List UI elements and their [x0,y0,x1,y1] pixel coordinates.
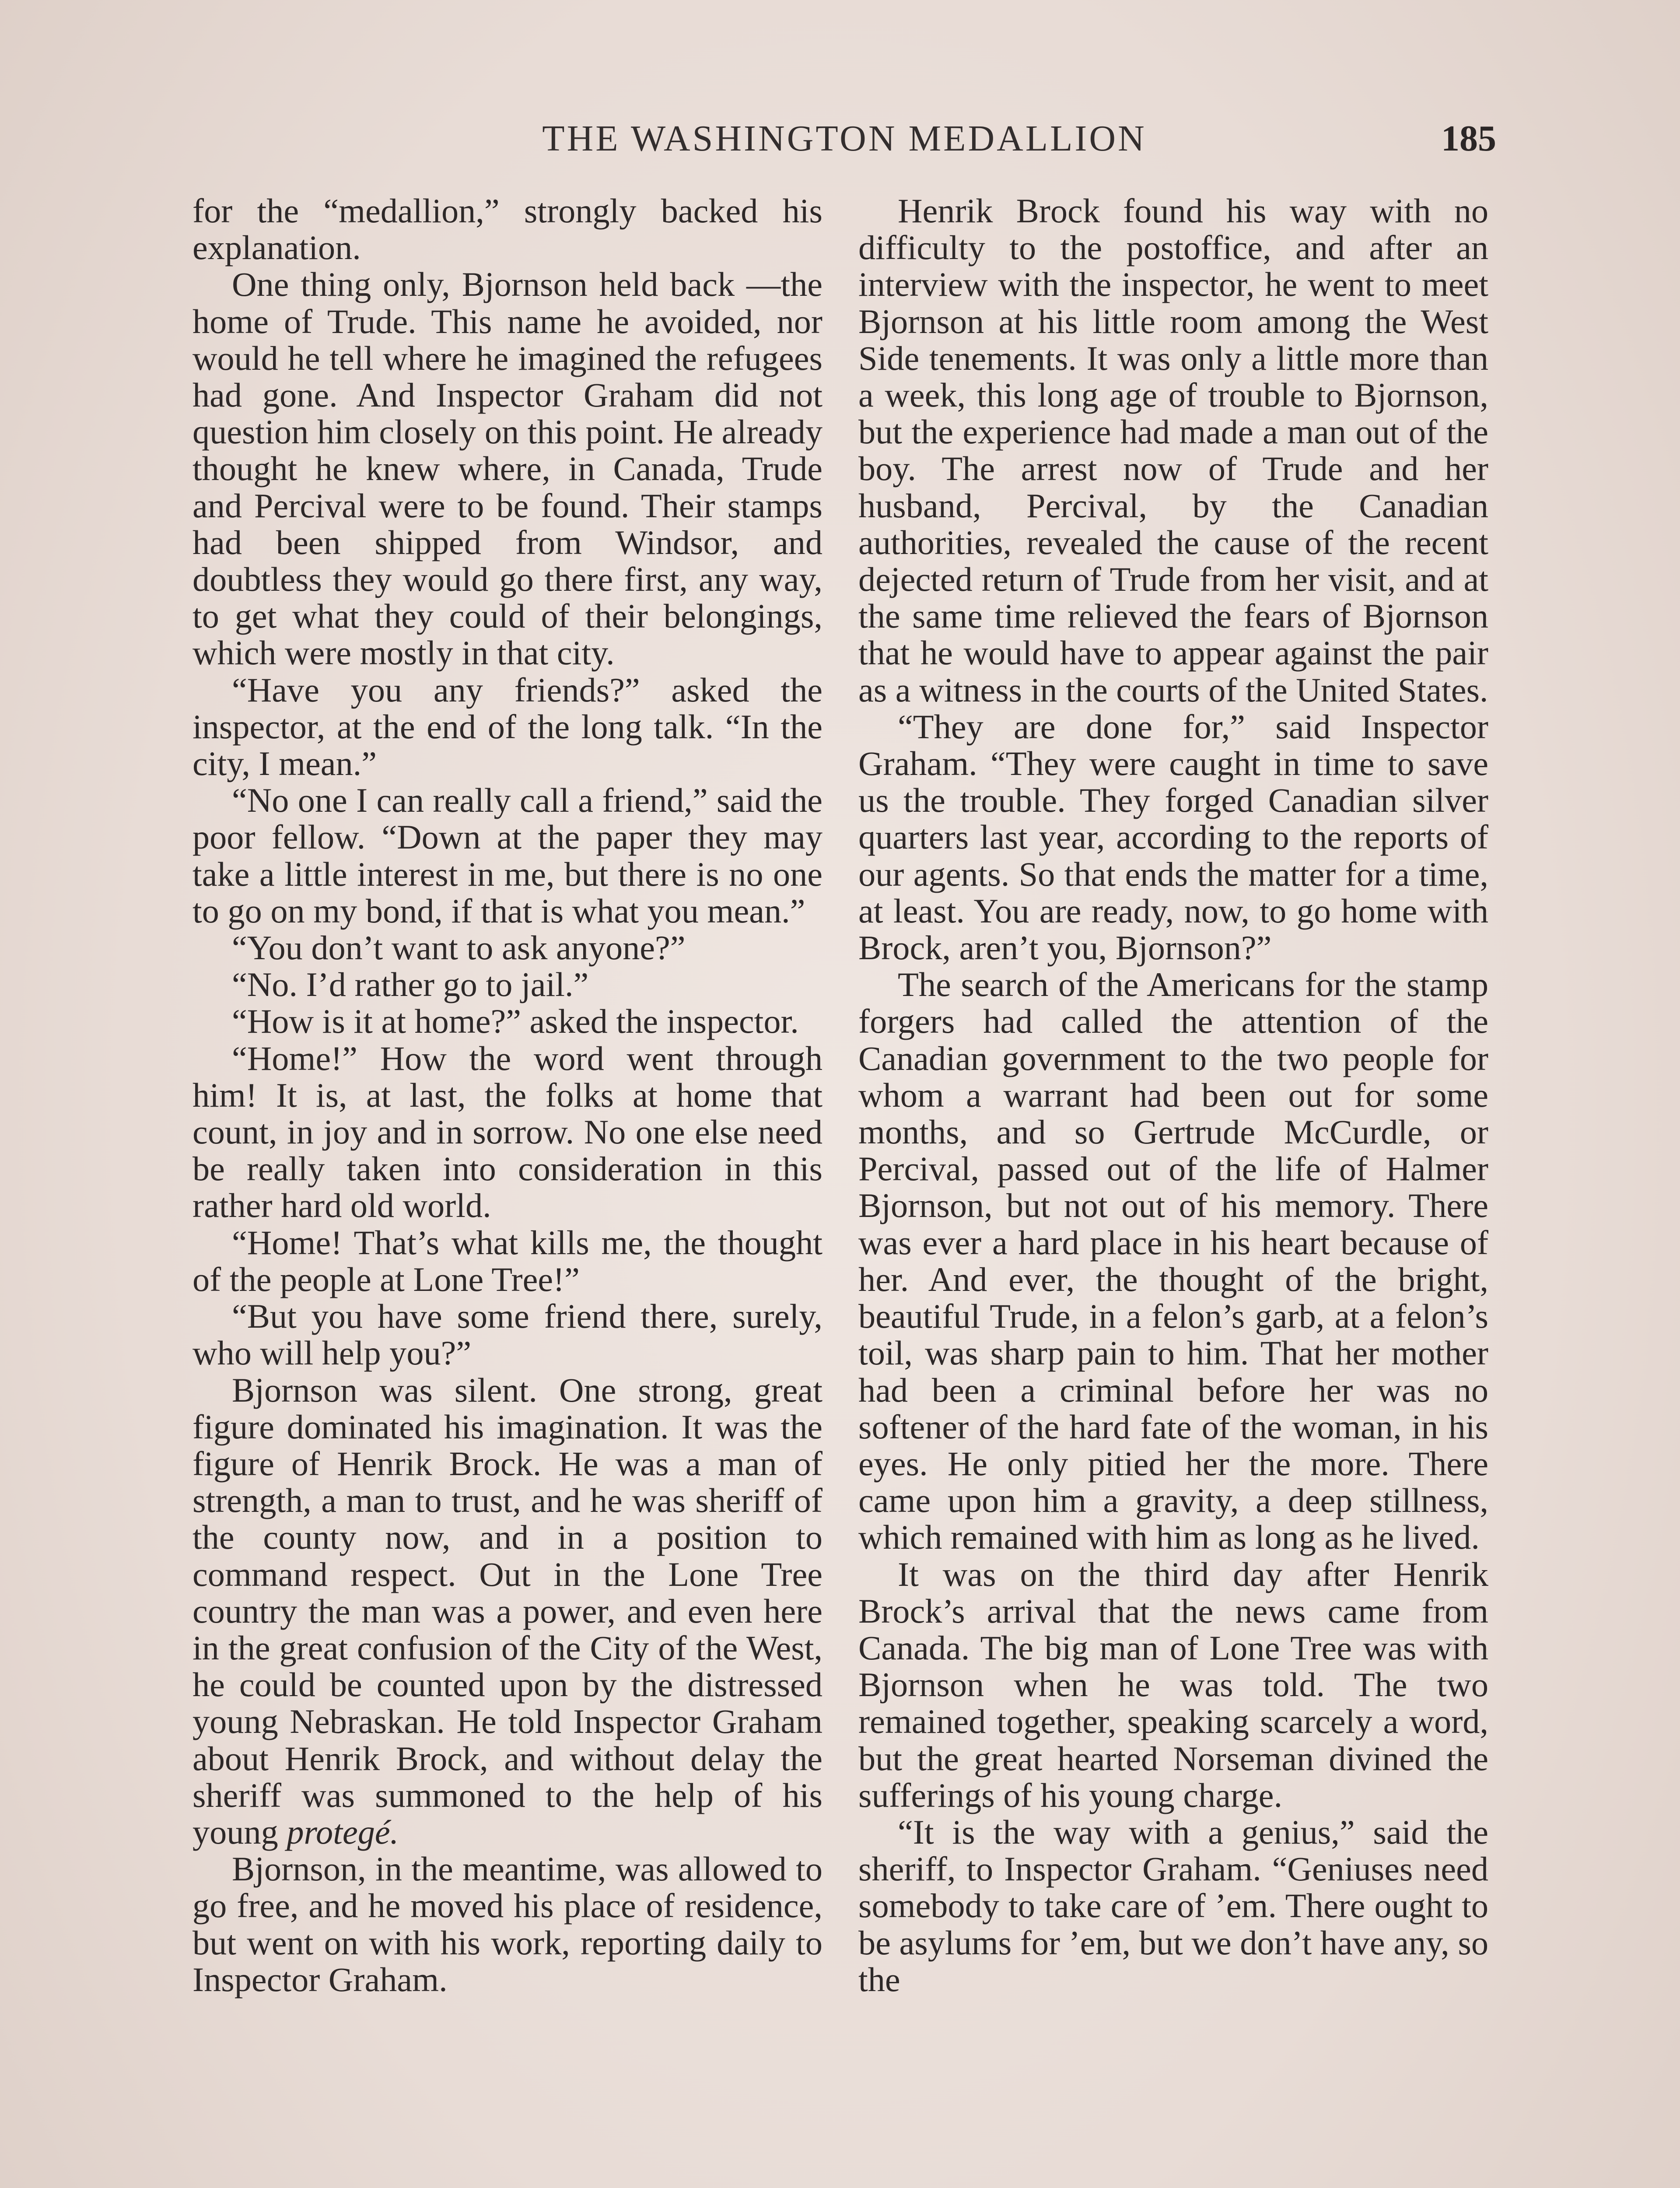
paragraph-text: Bjornson was silent. One strong, great figure dominated his imagination. It was the figure of Henrik Brock. He was a man of strength, a man to trust, and he was sheriff of the county now, and in a position to command respect. Out in the Lone Tree country the man was a power, and even here in the great confusion of the City of the West, he could be counted upon by the distressed young Nebraskan. He told Inspector Graham about Henrik Brock, and without delay the sheriff was summoned to the help of his young [192,1371,822,1851]
running-title: THE WASHINGTON MEDALLION [542,118,1147,159]
paragraph: “No. I’d rather go to jail.” [232,965,589,1004]
paragraph: One thing only, Bjornson held back —the home of Trude. This name he avoided, nor would he tell where he imagined the refugees had gone. And Inspector Graham did not question him closely on this point. He already thought he knew where, in Canada, Trude and Percival were to be found. Their stamps had been shipped from Windsor, and doubtless they would go there first, any way, to get what they could of their belongings, which were mostly in that city. [192,265,822,672]
paragraph: “You don’t want to ask anyone?” [232,929,686,967]
paragraph: Henrik Brock found his way with no difficulty to the postoffice, and after an interview with the inspector, he went to meet Bjornson at his little room among the West Side tenements. It was only a little more than a week, this long age of trouble to Bjornson, but the experience had made a man out of the boy. The arrest now of Trude and her husband, Percival, by the Canadian authorities, revealed the cause of the recent dejected return of Trude from her visit, and at the same time relieved the fears of Bjornson that he would have to appear against the pair as a witness in the courts of the United States. [858,193,1488,709]
italic-word: protegé. [287,1813,399,1851]
paragraph [192,1372,822,1851]
page-number: 185 [1441,118,1496,159]
paragraph: “How is it at home?” asked the inspector. [232,1002,799,1041]
text-column-right [858,193,1488,2188]
paragraph: Bjornson, in the meantime, was allowed to go free, and he moved his place of residence, but went on with his work, reporting daily to Inspector Graham. [192,1850,822,1999]
paragraph: “Have you any friends?” asked the inspector, at the end of the long talk. “In the city, I mean.” [192,670,822,783]
paragraph: “Home! That’s what kills me, the thought of the people at Lone Tree!” [192,1223,822,1298]
paragraph: for the “medallion,” strongly backed his explanation. [192,193,822,267]
paragraph: “Home!” How the word went through him! It is, at last, the folks at home that count, in joy and in sorrow. No one else need be really taken into consideration in this rather hard old world. [192,1039,822,1225]
text-column-left [192,193,822,2188]
paragraph: The search of the Americans for the stamp forgers had called the attention of the Canadian government to the two people for whom a warrant had been out for some months, and so Gertrude McCurdle, or Percival, passed out of the life of Halmer Bjornson, but not out of his memory. There was ever a hard place in his heart because of her. And ever, the thought of the bright, beautiful Trude, in a felon’s garb, at a felon’s toil, was sharp pain to him. That her mother had been a criminal before her was no softener of the hard fate of the woman, in his eyes. He only pitied her the more. There came upon him a gravity, a deep stillness, which remained with him as long as he lived. [858,965,1488,1557]
page-header [192,117,1496,170]
paragraph: It was on the third day after Henrik Brock’s arrival that the news came from Canada. The big man of Lone Tree was with Bjornson when he was told. The two remained together, speaking scarcely a word, but the great hearted Norseman divined the sufferings of his young charge. [858,1555,1488,1814]
paragraph: “They are done for,” said Inspector Graham. “They were caught in time to save us the trouble. They forged Canadian silver quarters last year, according to the reports of our agents. So that ends the matter for a time, at least. You are ready, now, to go home with Brock, aren’t you, Bjornson?” [858,707,1488,967]
paragraph: “But you have some friend there, surely, who will help you?” [192,1297,822,1372]
paragraph: “No one I can really call a friend,” said the poor fellow. “Down at the paper they may take a little interest in me, but there is no one to go on my bond, if that is what you mean.” [192,781,822,930]
paragraph: “It is the way with a genius,” said the sheriff, to Inspector Graham. “Geniuses need somebody to take care of ’em. There ought to be asylums for ’em, but we don’t have any, so the [858,1813,1488,1999]
